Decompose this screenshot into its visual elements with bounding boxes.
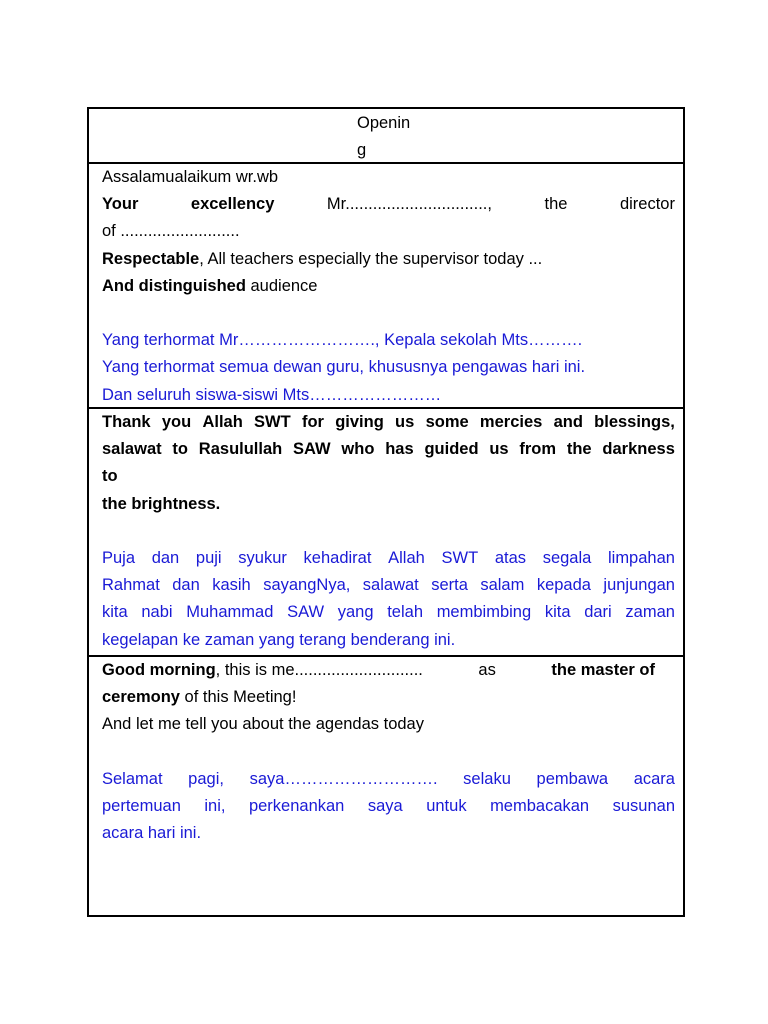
word: membimbing bbox=[436, 603, 532, 622]
word: some bbox=[425, 413, 469, 431]
word: blessings, bbox=[594, 413, 675, 431]
word: kita bbox=[544, 603, 571, 622]
word: mercies bbox=[479, 413, 543, 431]
thanks-cell bbox=[89, 409, 683, 655]
word: untuk bbox=[426, 797, 467, 815]
word: pagi, bbox=[188, 769, 224, 788]
word: SWT bbox=[254, 413, 291, 431]
word: Rahmat bbox=[102, 576, 160, 595]
greeting-cell bbox=[89, 164, 683, 407]
greeting-opening: Assalamualaikum wr.wb bbox=[102, 168, 279, 186]
word: Your bbox=[102, 195, 139, 214]
word: salam bbox=[480, 576, 525, 595]
morning-id-line-1 bbox=[102, 766, 675, 793]
spacer bbox=[102, 300, 675, 327]
word: serta bbox=[431, 576, 468, 595]
word: SAW bbox=[293, 440, 331, 459]
word: segala bbox=[542, 549, 592, 567]
word: kita bbox=[102, 603, 128, 622]
morning-as: as bbox=[478, 661, 496, 679]
greeting-distinguished-line bbox=[102, 273, 675, 300]
ceremony-rest: of this Meeting! bbox=[179, 688, 297, 707]
word: from bbox=[519, 440, 557, 459]
word: sayangNya, bbox=[263, 576, 351, 595]
ceremony-bold: ceremony bbox=[102, 688, 180, 707]
greeting-excellency-line bbox=[102, 191, 675, 218]
word: director bbox=[619, 195, 675, 214]
greeting-id-line-2: Yang terhormat semua dewan guru, khususnya pengawas hari ini. bbox=[102, 358, 586, 377]
word: Mr..............................., bbox=[326, 195, 492, 214]
word: dan bbox=[151, 549, 180, 567]
word: dan bbox=[172, 576, 200, 595]
word: nabi bbox=[141, 603, 173, 622]
word: Rasulullah bbox=[198, 440, 283, 459]
thanks-line-2 bbox=[102, 436, 675, 463]
word: to bbox=[172, 440, 188, 459]
thanks-line-4: the brightness. bbox=[102, 494, 221, 513]
greeting-id-line-1: Yang terhormat Mr……………………., Kepala sekolah Mts………. bbox=[102, 331, 583, 350]
thanks-id-line-2 bbox=[102, 572, 675, 599]
word: membacakan bbox=[490, 797, 590, 815]
word: you bbox=[161, 413, 192, 431]
word: the bbox=[566, 440, 592, 459]
word: saya bbox=[367, 797, 403, 815]
spacer bbox=[102, 518, 675, 545]
greeting-id-line-3: Dan seluruh siswa-siswi Mts…………………… bbox=[102, 385, 442, 404]
word: salawat bbox=[362, 576, 419, 595]
word: pembawa bbox=[536, 769, 609, 788]
morning-line-2 bbox=[102, 684, 655, 711]
word: salawat bbox=[102, 440, 162, 459]
morning-id-line-3: acara hari ini. bbox=[102, 824, 202, 843]
thanks-id-line-1 bbox=[102, 545, 675, 572]
word: SWT bbox=[441, 549, 479, 567]
word: junjungan bbox=[603, 576, 675, 595]
word: ini, bbox=[204, 797, 226, 815]
word: Muhammad bbox=[186, 603, 274, 622]
word: SAW bbox=[287, 603, 325, 622]
word: kepada bbox=[536, 576, 591, 595]
thanks-id-line-4: kegelapan ke zaman yang terang benderang ini. bbox=[102, 630, 456, 649]
thanks-line-3: to bbox=[102, 467, 118, 486]
word: us bbox=[489, 440, 509, 459]
word: syukur bbox=[238, 549, 287, 567]
distinguished-rest: audience bbox=[245, 276, 318, 295]
word: has bbox=[385, 440, 414, 459]
morning-line-1 bbox=[102, 657, 655, 684]
word: puji bbox=[195, 549, 222, 567]
word: the bbox=[544, 195, 568, 214]
greeting-of-line: of .......................... bbox=[102, 222, 240, 241]
word: and bbox=[553, 413, 583, 431]
title-cell bbox=[89, 109, 683, 163]
word: for bbox=[301, 413, 324, 431]
word: selaku bbox=[463, 769, 511, 788]
word: guided bbox=[424, 440, 479, 459]
word: Allah bbox=[388, 549, 425, 567]
good-morning-bold: Good morning bbox=[102, 661, 216, 679]
morning-cell bbox=[89, 657, 683, 915]
word: acara bbox=[633, 769, 675, 788]
word: zaman bbox=[625, 603, 675, 622]
word: excellency bbox=[190, 195, 275, 214]
word: saya………………………. bbox=[249, 769, 438, 788]
word: us bbox=[395, 413, 415, 431]
word: yang bbox=[337, 603, 374, 622]
word: kasih bbox=[212, 576, 251, 595]
morning-mid: , this is me............................ bbox=[215, 661, 423, 679]
word: atas bbox=[494, 549, 527, 567]
word: susunan bbox=[612, 797, 675, 815]
word: kehadirat bbox=[303, 549, 372, 567]
title-line-1: Openin bbox=[357, 114, 411, 132]
word: telah bbox=[387, 603, 423, 622]
opening-table bbox=[87, 107, 685, 917]
morning-agenda-line: And let me tell you about the agendas today bbox=[102, 715, 424, 734]
word: giving bbox=[335, 413, 384, 431]
morning-id-line-2 bbox=[102, 793, 675, 820]
word: dari bbox=[584, 603, 612, 622]
respectable-bold: Respectable bbox=[102, 249, 200, 268]
respectable-rest: , All teachers especially the supervisor today ... bbox=[199, 249, 543, 268]
word: darkness bbox=[602, 440, 675, 459]
word: Thank bbox=[102, 413, 151, 431]
word: who bbox=[341, 440, 375, 459]
greeting-respectable-line bbox=[102, 246, 675, 273]
spacer bbox=[102, 739, 655, 766]
thanks-id-line-3 bbox=[102, 599, 675, 626]
word: pertemuan bbox=[102, 797, 181, 815]
word: Puja bbox=[102, 549, 136, 567]
word: Selamat bbox=[102, 769, 163, 788]
word: Allah bbox=[202, 413, 243, 431]
distinguished-bold: And distinguished bbox=[102, 276, 246, 295]
word: limpahan bbox=[607, 549, 675, 567]
thanks-line-1 bbox=[102, 409, 675, 436]
title-line-2: g bbox=[357, 141, 367, 159]
master-of-bold: the master of bbox=[551, 661, 655, 679]
word: perkenankan bbox=[248, 797, 345, 815]
morning-greeting-part bbox=[102, 657, 423, 684]
